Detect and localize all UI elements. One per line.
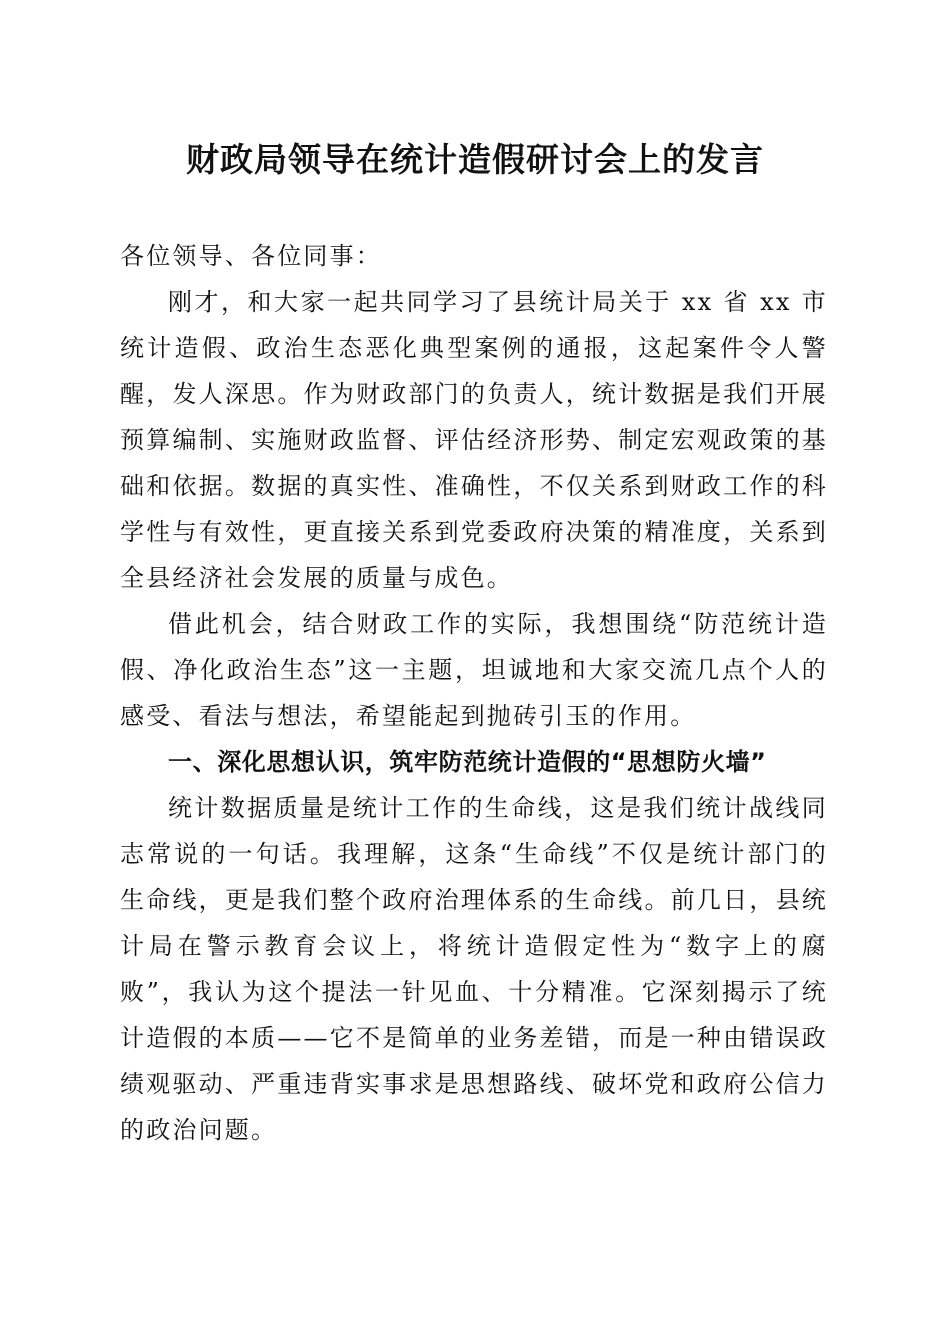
salutation: 各位领导、各位同事： bbox=[120, 242, 382, 270]
paragraph-section-1: 统计数据质量是统计工作的生命线，这是我们统计战线同志常说的一句话。我理解，这条“生命线”不仅是统计部门的生命线，更是我们整个政府治理体系的生命线。前几日，县统计局在警示教育会议上，将统计造假定性为“数字上的腐败”，我认为这个提法一针见血、十分精准。它深刻揭示了统计造假的本质——它不是简单的业务差错，而是一种由错误政绩观驱动、严重违背实事求是思想路线、破坏党和政府公信力的政治问题。 bbox=[120, 794, 828, 1144]
paragraph-purpose: 借此机会，结合财政工作的实际，我想围绕“防范统计造假、净化政治生态”这一主题，坦诚地和大家交流几点个人的感受、看法与想法，希望能起到抛砖引玉的作用。 bbox=[120, 610, 828, 730]
document-body bbox=[120, 233, 828, 1153]
section-heading-1: 一、深化思想认识，筑牢防范统计造假的“思想防火墙” bbox=[168, 748, 767, 776]
paragraph-intro: 刚才，和大家一起共同学习了县统计局关于 xx 省 xx 市统计造假、政治生态恶化典型案例的通报，这起案件令人警醒，发人深思。作为财政部门的负责人，统计数据是我们开展预算编制、实施财政监督、评估经济形势、制定宏观政策的基础和依据。数据的真实性、准确性，不仅关系到财政工作的科学性与有效性，更直接关系到党委政府决策的精准度，关系到全县经济社会发展的质量与成色。 bbox=[120, 288, 828, 592]
document-title: 财政局领导在统计造假研讨会上的发言 bbox=[186, 140, 764, 179]
